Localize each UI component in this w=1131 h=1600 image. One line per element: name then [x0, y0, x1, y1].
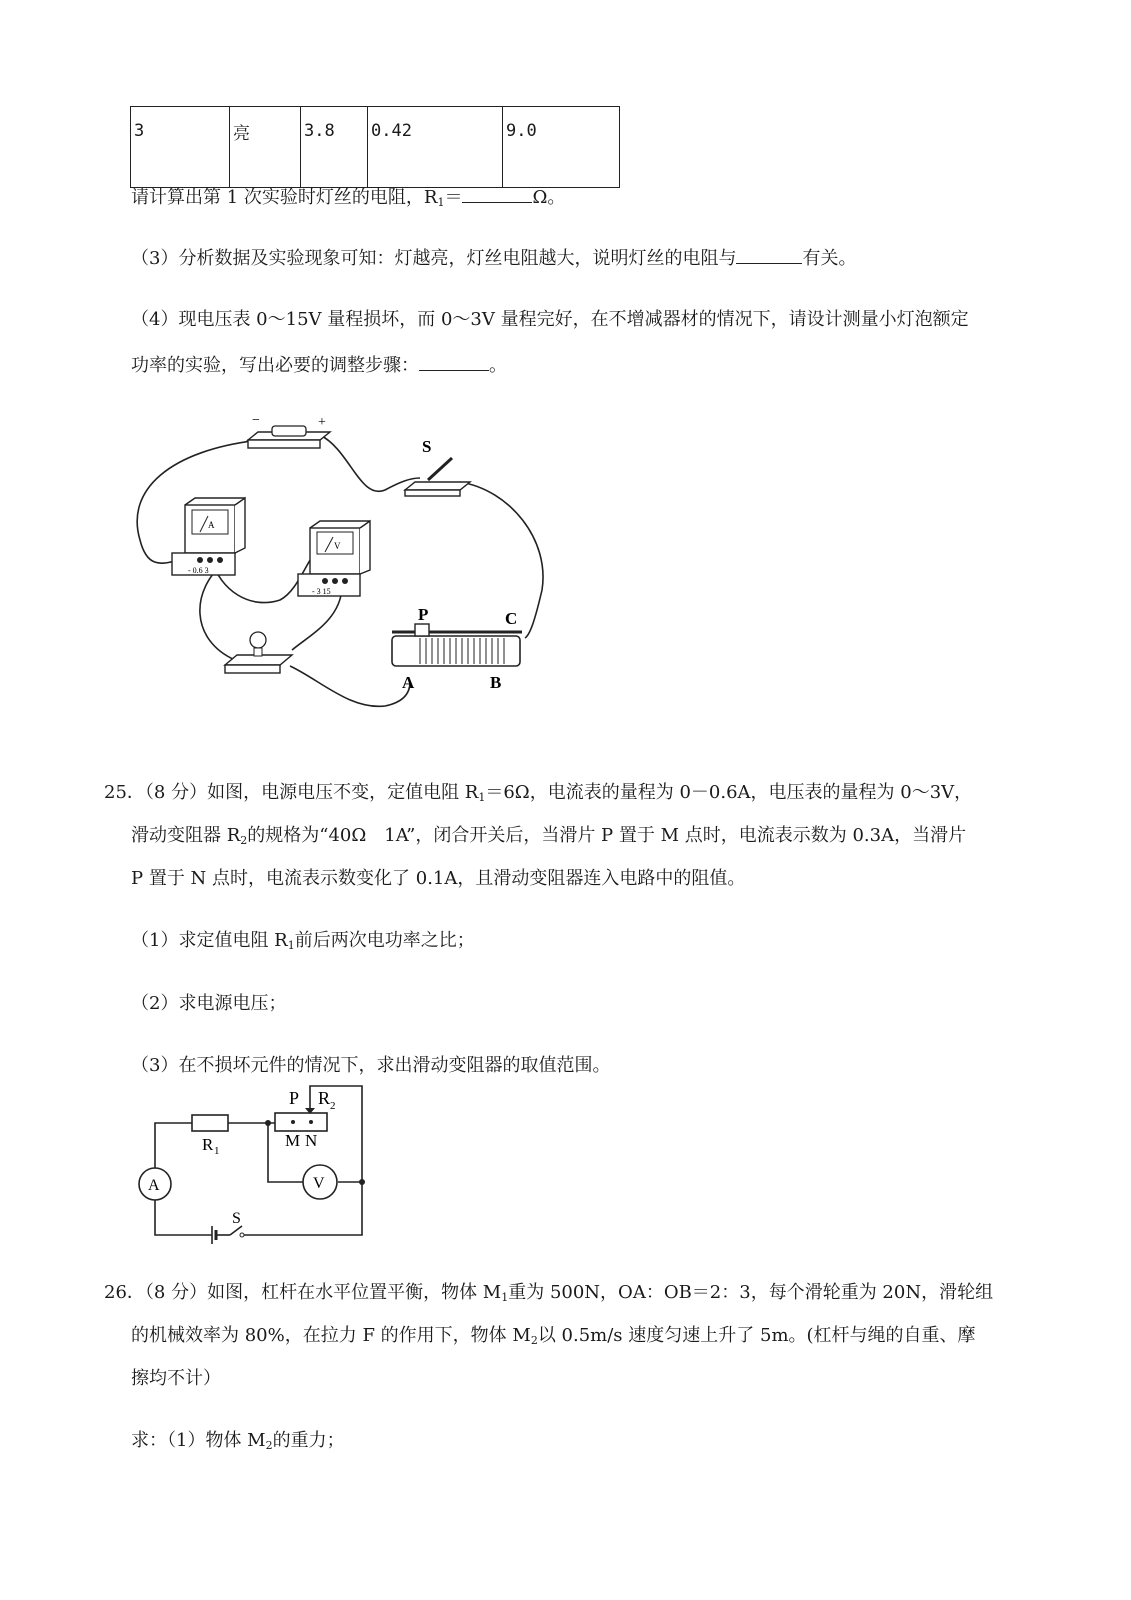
q26-line3: 擦均不计）	[131, 1368, 221, 1389]
sliding-rheostat	[392, 605, 522, 692]
wire	[200, 562, 248, 666]
table-cell: 3.8	[301, 107, 368, 188]
r2-label: R	[318, 1088, 331, 1108]
voltmeter-scale-label: - 3 15	[312, 587, 331, 596]
q25-part1: （1）求定值电阻 $R_1$前后两次电功率之比；	[131, 930, 475, 952]
ammeter-symbol-label: A	[148, 1177, 160, 1194]
rheostat-p-label: P	[418, 605, 429, 624]
table-cell: 9.0	[503, 107, 620, 188]
circuit-diagram	[130, 1080, 380, 1250]
point-m-label: M	[285, 1131, 301, 1150]
q25-part3: （3）在不损坏元件的情况下，求出滑动变阻器的取值范围。	[131, 1055, 611, 1076]
q26-line1: 26．（8 分）如图，杠杆在水平位置平衡，物体 $M_1$重为 500N，OA：OB＝2：3，每个滑轮重为 20N，滑轮组	[104, 1282, 994, 1304]
switch-symbol-label: S	[232, 1210, 241, 1227]
rheostat-c-label: C	[505, 609, 518, 628]
battery-positive-label: +	[318, 415, 326, 430]
switch	[405, 437, 470, 496]
voltmeter-label: V	[334, 541, 341, 551]
q25-line3: P 置于 N 点时，电流表示数变化了 0.1A，且滑动变阻器连入电路中的阻值。	[131, 868, 746, 889]
battery-holder	[248, 413, 330, 448]
rheostat-b-label: B	[490, 673, 502, 692]
wire	[460, 482, 543, 638]
wire	[320, 435, 420, 491]
wire	[292, 588, 342, 650]
rheostat-a-label: A	[402, 673, 415, 692]
table-row	[131, 107, 620, 188]
answer-blank[interactable]	[419, 352, 489, 371]
voltmeter-symbol-label: V	[313, 1175, 325, 1192]
data-table	[130, 106, 620, 188]
table-cell: 3	[131, 107, 230, 188]
answer-blank[interactable]	[736, 245, 802, 264]
wire	[290, 666, 410, 706]
circuit-apparatus-figure	[130, 410, 560, 720]
voltmeter	[298, 521, 370, 596]
wire	[242, 1086, 362, 1235]
light-bulb	[225, 632, 292, 673]
q24-part4-line1: （4）现电压表 0～15V 量程损坏，而 0～3V 量程完好，在不增减器材的情况下，请设计测量小灯泡额定	[131, 309, 969, 330]
rheostat-r2	[275, 1113, 327, 1131]
q24-part4-line2: 功率的实验，写出必要的调整步骤： 。	[131, 352, 507, 378]
switch-label: S	[422, 437, 432, 456]
q26-line2: 的机械效率为 80%，在拉力 F 的作用下，物体 $M_2$以 0.5m/s 速度匀速上升了 5m。(杠杆与绳的自重、摩	[131, 1325, 976, 1347]
answer-blank[interactable]	[462, 184, 532, 203]
point-n-label: N	[305, 1131, 318, 1150]
svg-text:2: 2	[330, 1100, 336, 1112]
svg-text:1: 1	[214, 1145, 220, 1157]
ammeter	[172, 498, 245, 575]
q26-part1: 求：（1）物体 $M_2$的重力；	[131, 1430, 345, 1452]
resistor-r1	[192, 1115, 228, 1131]
ammeter-scale-label: - 0.6 3	[188, 566, 209, 575]
q24-resistance-line: 请计算出第 1 次实验时灯丝的电阻，$R_1= \Omega$。	[131, 184, 565, 215]
r1-label: R	[202, 1135, 214, 1154]
slider-p-label: P	[289, 1088, 300, 1108]
ammeter-label: A	[208, 520, 215, 530]
q25-part2: （2）求电源电压；	[131, 993, 287, 1014]
table-cell: 亮	[230, 107, 301, 188]
q25-line2: 滑动变阻器 $R_2$的规格为“40Ω 1A”，闭合开关后，当滑片 P 置于 M 点时，电流表示数为 0.3A，当滑片	[131, 825, 967, 847]
q25-line1: 25．（8 分）如图，电源电压不变，定值电阻 $R_1=6\Omega$，电流表的量程为 0－0.6A，电压表的量程为 0～3V，	[104, 782, 973, 804]
table-cell: 0.42	[368, 107, 503, 188]
q24-part3: （3）分析数据及实验现象可知：灯越亮，灯丝电阻越大，说明灯丝的电阻与 有关。	[131, 245, 856, 271]
battery-negative-label: −	[252, 413, 260, 428]
wire	[155, 1123, 192, 1168]
wire	[155, 1200, 212, 1235]
